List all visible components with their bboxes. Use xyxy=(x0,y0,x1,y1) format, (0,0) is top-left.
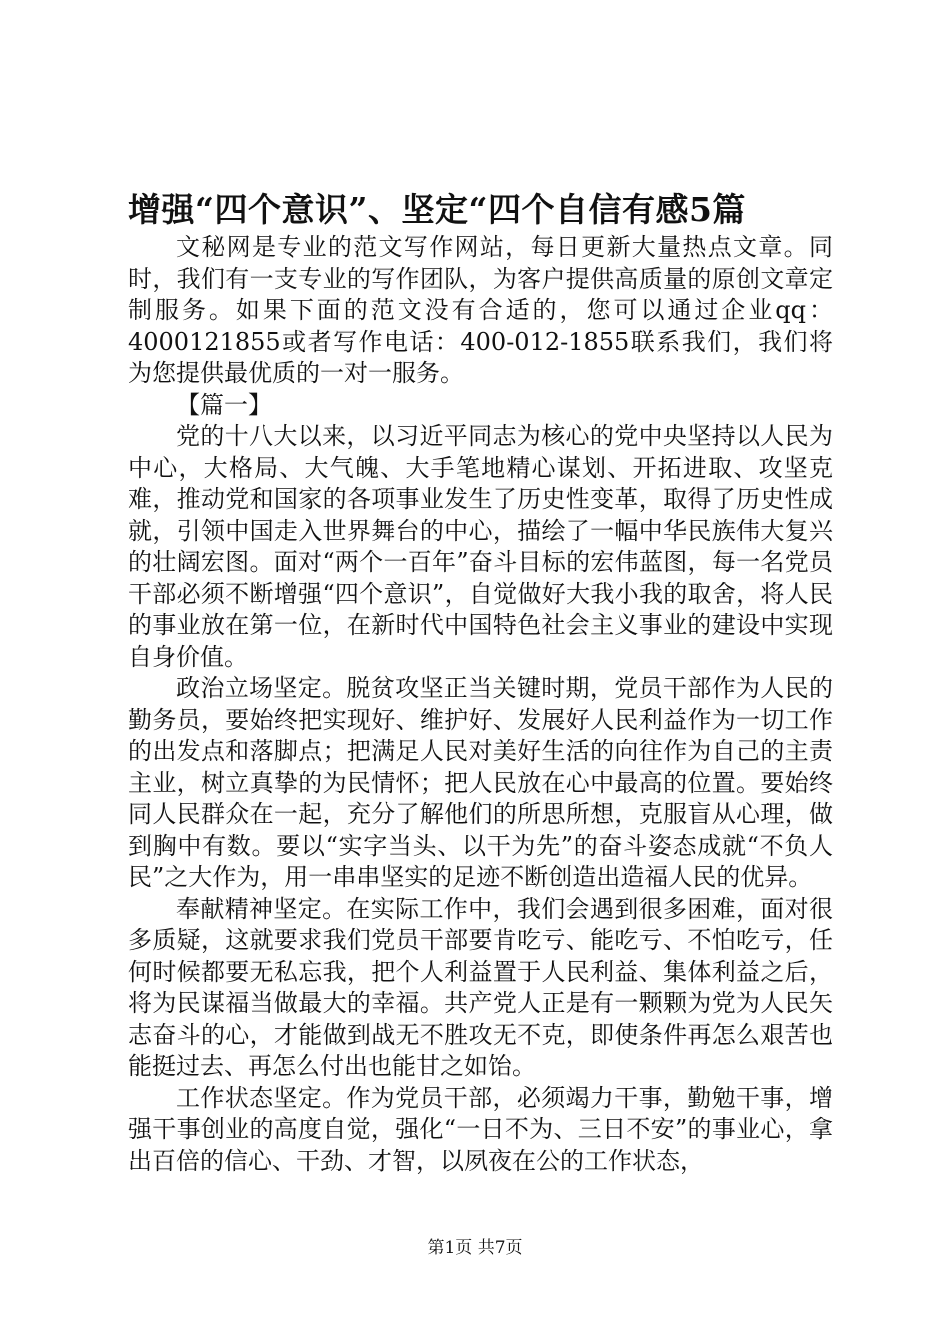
page-number-footer: 第1页 共7页 xyxy=(427,1238,523,1258)
body-paragraph: 政治立场坚定。脱贫攻坚正当关键时期，党员干部作为人民的勤务员，要始终把实现好、维护好、发展好人民利益作为一切工作的出发点和落脚点；把满足人民对美好生活的向往作为自己的主责主业，树立真挚的为民情怀；把人民放在心中最高的位置。要始终同人民群众在一起，充分了解他们的所思所想，克服盲从心理，做到胸中有数。要以“实字当头、以干为先”的奋斗姿态成就“不负人民”之大作为，用一串串坚实的足迹不断创造出造福人民的优异。 xyxy=(128,674,833,891)
document-body xyxy=(128,232,833,1177)
body-paragraph: 党的十八大以来，以习近平同志为核心的党中央坚持以人民为中心，大格局、大气魄、大手笔地精心谋划、开拓进取、攻坚克难，推动党和国家的各项事业发生了历史性变革，取得了历史性成就，引领中国走入世界舞台的中心，描绘了一幅中华民族伟大复兴的壮阔宏图。面对“两个一百年”奋斗目标的宏伟蓝图，每一名党员干部必须不断增强“四个意识”，自觉做好大我小我的取舍，将人民的事业放在第一位，在新时代中国特色社会主义事业的建设中实现自身价值。 xyxy=(128,422,833,671)
section-heading: 【篇一】 xyxy=(176,390,272,419)
body-paragraph: 奉献精神坚定。在实际工作中，我们会遇到很多困难，面对很多质疑，这就要求我们党员干部要肯吃亏、能吃亏、不怕吃亏，任何时候都要无私忘我，把个人利益置于人民利益、集体利益之后，将为民谋福当做最大的幸福。共产党人正是有一颗颗为党为人民矢志奋斗的心，才能做到战无不胜攻无不克，即使条件再怎么艰苦也能挺过去、再怎么付出也能甘之如饴。 xyxy=(128,894,833,1080)
document-title: 增强“四个意识”、坚定“四个自信有感5篇 xyxy=(128,190,746,229)
body-paragraph: 工作状态坚定。作为党员干部，必须竭力干事，勤勉干事，增强干事创业的高度自觉，强化“一日不为、三日不安”的事业心，拿出百倍的信心、干劲、才智，以夙夜在公的工作状态， xyxy=(128,1083,833,1175)
intro-paragraph: 文秘网是专业的范文写作网站，每日更新大量热点文章。同时，我们有一支专业的写作团队，为客户提供高质量的原创文章定制服务。如果下面的范文没有合适的，您可以通过企业qq：4000121855或者写作电话：400-012-1855联系我们，我们将为您提供最优质的一对一服务。 xyxy=(128,233,833,387)
